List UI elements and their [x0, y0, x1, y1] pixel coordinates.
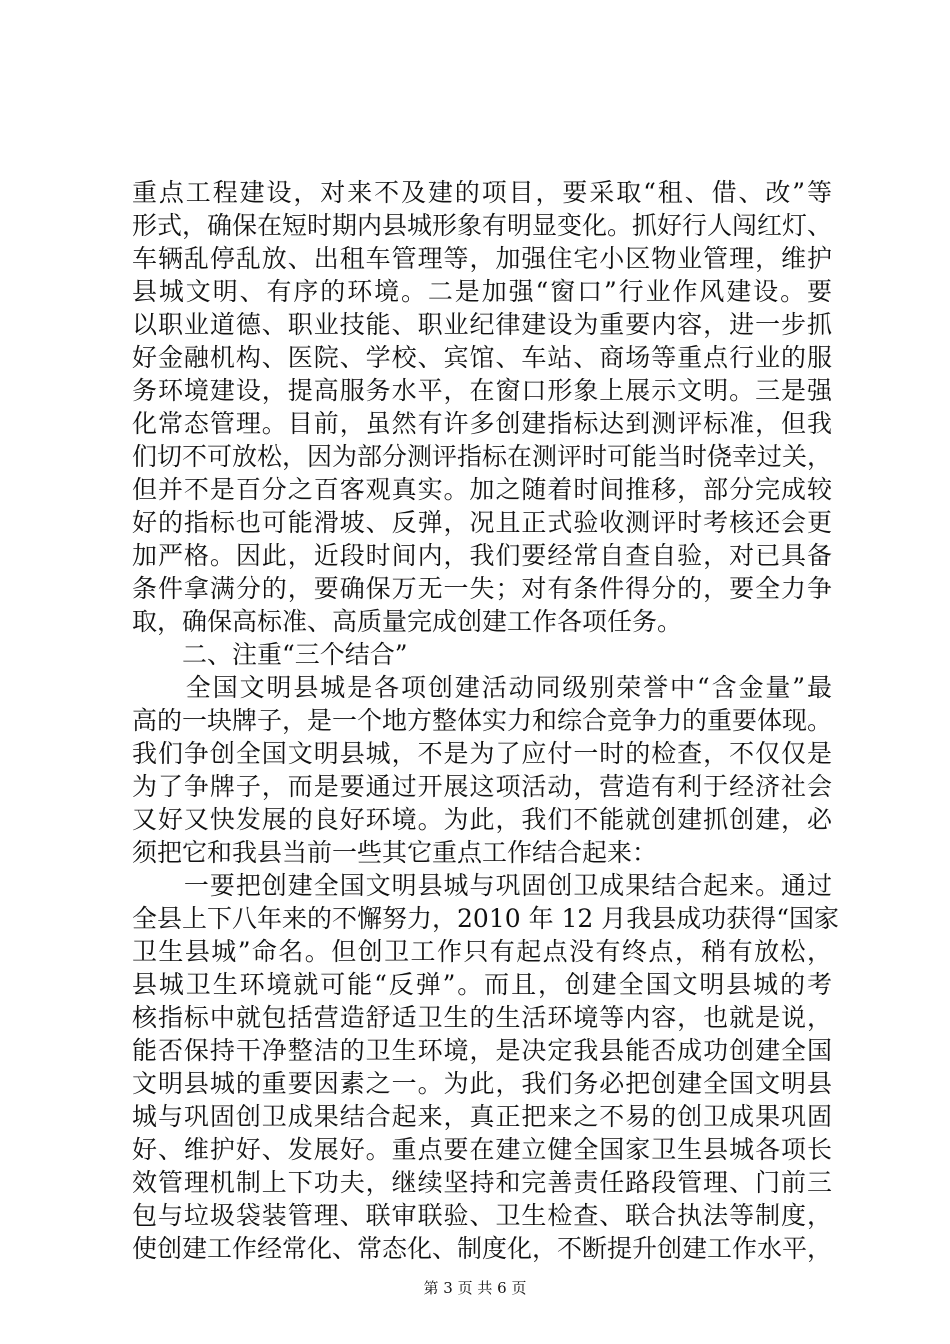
- text-line: 我们争创全国文明县城，不是为了应付一时的检查，不仅仅是: [132, 739, 832, 768]
- text-line: 化常态管理。目前，虽然有许多创建指标达到测评标准，但我: [132, 409, 832, 438]
- text-line: 重点工程建设，对来不及建的项目，要采取“租、借、改”等: [132, 178, 832, 207]
- text-line: 取，确保高标准、高质量完成创建工作各项任务。: [132, 607, 683, 636]
- text-line: 全国文明县城是各项创建活动同级别荣誉中“含金量”最: [132, 673, 832, 702]
- text-line: 卫生县城”命名。但创卫工作只有起点没有终点，稍有放松，: [132, 937, 832, 966]
- text-line: 一要把创建全国文明县城与巩固创卫成果结合起来。通过: [132, 871, 832, 900]
- text-line: 们切不可放松，因为部分测评指标在测评时可能当时侥幸过关，: [132, 442, 833, 471]
- text-line: 文明县城的重要因素之一。为此，我们务必把创建全国文明县: [132, 1069, 832, 1098]
- text-line: 县城卫生环境就可能“反弹”。而且，创建全国文明县城的考: [132, 970, 832, 999]
- text-line: 高的一块牌子，是一个地方整体实力和综合竞争力的重要体现。: [132, 706, 833, 735]
- text-line: 以职业道德、职业技能、职业纪律建设为重要内容，进一步抓: [132, 310, 832, 339]
- text-line: 须把它和我县当前一些其它重点工作结合起来：: [132, 838, 658, 867]
- text-line: 县城文明、有序的环境。二是加强“窗口”行业作风建设。要: [132, 277, 832, 306]
- text-line: 能否保持干净整洁的卫生环境，是决定我县能否成功创建全国: [132, 1036, 832, 1065]
- text-line: 但并不是百分之百客观真实。加之随着时间推移，部分完成较: [132, 475, 832, 504]
- text-line: 形式，确保在短时期内县城形象有明显变化。抓好行人闯红灯、: [132, 211, 833, 240]
- text-line: 核指标中就包括营造舒适卫生的生活环境等内容，也就是说，: [132, 1003, 832, 1032]
- text-line: 车辆乱停乱放、出租车管理等，加强住宅小区物业管理，维护: [132, 244, 832, 273]
- text-line: 城与巩固创卫成果结合起来，真正把来之不易的创卫成果巩固: [132, 1102, 832, 1131]
- text-line: 又好又快发展的良好环境。为此，我们不能就创建抓创建，必: [132, 805, 832, 834]
- text-line: 为了争牌子，而是要通过开展这项活动，营造有利于经济社会: [132, 772, 832, 801]
- page-footer: 第 3 页 共 6 页: [423, 1279, 527, 1297]
- text-line: 好金融机构、医院、学校、宾馆、车站、商场等重点行业的服: [132, 343, 832, 372]
- text-line: 条件拿满分的，要确保万无一失；对有条件得分的，要全力争: [132, 574, 832, 603]
- text-line: 全县上下八年来的不懈努力，2010 年 12 月我县成功获得“国家: [132, 904, 840, 933]
- text-line: 包与垃圾袋装管理、联审联验、卫生检查、联合执法等制度，: [132, 1201, 832, 1230]
- text-line: 务环境建设，提高服务水平，在窗口形象上展示文明。三是强: [132, 376, 832, 405]
- text-line: 好的指标也可能滑坡、反弹，况且正式验收测评时考核还会更: [132, 508, 832, 537]
- text-line: 二、注重“三个结合”: [132, 640, 408, 669]
- text-line: 使创建工作经常化、常态化、制度化，不断提升创建工作水平，: [132, 1234, 833, 1263]
- text-line: 加严格。因此，近段时间内，我们要经常自查自验，对已具备: [132, 541, 832, 570]
- text-line: 好、维护好、发展好。重点要在建立健全国家卫生县城各项长: [132, 1135, 832, 1164]
- body-text: [132, 176, 840, 1265]
- text-line: 效管理机制上下功夫，继续坚持和完善责任路段管理、门前三: [132, 1168, 832, 1197]
